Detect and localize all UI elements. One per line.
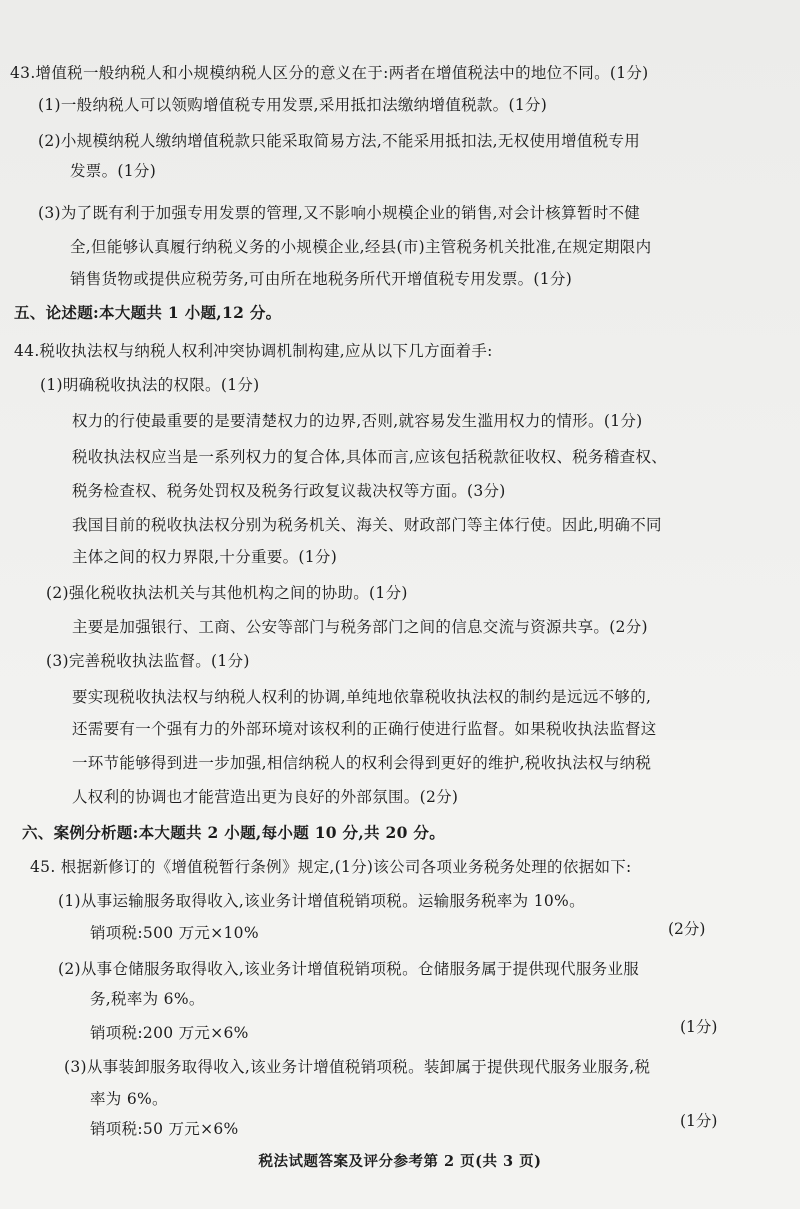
q44-point-1-para-2-line-2: 税务检查权、税务处罚权及税务行政复议裁决权等方面。(3分) — [72, 482, 506, 500]
q44-title: 44.税收执法权与纳税人权利冲突协调机制构建,应从以下几方面着手: — [14, 342, 493, 360]
q44-point-3: (3)完善税收执法监督。(1分) — [46, 652, 250, 670]
q44-point-2: (2)强化税收执法机关与其他机构之间的协助。(1分) — [46, 584, 408, 602]
q44-point-1: (1)明确税收执法的权限。(1分) — [40, 376, 260, 394]
q45-item-3-line-1: (3)从事装卸服务取得收入,该业务计增值税销项税。装卸属于提供现代服务业服务,税 — [64, 1058, 651, 1076]
q44-point-2-para: 主要是加强银行、工商、公安等部门与税务部门之间的信息交流与资源共享。(2分) — [72, 618, 648, 636]
q43-title: 43.增值税一般纳税人和小规模纳税人区分的意义在于:两者在增值税法中的地位不同。(1分) — [10, 64, 649, 82]
q44-point-1-para-3-line-1: 我国目前的税收执法权分别为税务机关、海关、财政部门等主体行使。因此,明确不同 — [72, 516, 662, 534]
q44-point-3-line-1: 要实现税收执法权与纳税人权利的协调,单纯地依靠税收执法权的制约是远远不够的, — [72, 688, 652, 706]
q45-item-1-calc: 销项税:500 万元×10% — [90, 924, 259, 942]
q43-point-1: (1)一般纳税人可以领购增值税专用发票,采用抵扣法缴纳增值税款。(1分) — [38, 96, 548, 114]
q45-item-2-score: (1分) — [680, 1018, 718, 1036]
q43-point-3-line-1: (3)为了既有利于加强专用发票的管理,又不影响小规模企业的销售,对会计核算暂时不健 — [38, 204, 641, 222]
q44-point-1-para-3-line-2: 主体之间的权力界限,十分重要。(1分) — [72, 548, 338, 566]
q43-point-3-line-3: 销售货物或提供应税劳务,可由所在地税务所代开增值税专用发票。(1分) — [70, 270, 573, 288]
q43-point-3-line-2: 全,但能够认真履行纳税义务的小规模企业,经县(市)主管税务机关批准,在规定期限内 — [70, 238, 652, 256]
q45-item-3-calc: 销项税:50 万元×6% — [90, 1120, 239, 1138]
q45-item-1-score: (2分) — [668, 920, 706, 938]
q44-point-1-para-2-line-1: 税收执法权应当是一系列权力的复合体,具体而言,应该包括税款征收权、税务稽查权、 — [72, 448, 668, 466]
section-5-heading: 五、论述题:本大题共 1 小题,12 分。 — [14, 303, 282, 322]
q45-item-2-line-2: 务,税率为 6%。 — [90, 990, 205, 1008]
q43-point-2-line-1: (2)小规模纳税人缴纳增值税款只能采取简易方法,不能采用抵扣法,无权使用增值税专用 — [38, 132, 641, 150]
q44-point-3-line-3: 一环节能够得到进一步加强,相信纳税人的权利会得到更好的维护,税收执法权与纳税 — [72, 754, 652, 772]
q45-item-2-line-1: (2)从事仓储服务取得收入,该业务计增值税销项税。仓储服务属于提供现代服务业服 — [58, 960, 640, 978]
q45-item-3-score: (1分) — [680, 1112, 718, 1130]
q43-point-2-line-2: 发票。(1分) — [70, 162, 157, 180]
q45-item-2-calc: 销项税:200 万元×6% — [90, 1024, 249, 1042]
q44-point-3-line-4: 人权利的协调也才能营造出更为良好的外部氛围。(2分) — [72, 788, 459, 806]
q45-item-3-line-2: 率为 6%。 — [90, 1090, 168, 1108]
page-footer: 税法试题答案及评分参考第 2 页(共 3 页) — [258, 1153, 542, 1170]
q44-point-3-line-2: 还需要有一个强有力的外部环境对该权利的正确行使进行监督。如果税收执法监督这 — [72, 720, 657, 738]
q45-item-1: (1)从事运输服务取得收入,该业务计增值税销项税。运输服务税率为 10%。 — [58, 892, 585, 910]
q45-title: 45. 根据新修订的《增值税暂行条例》规定,(1分)该公司各项业务税务处理的依据如下: — [30, 858, 632, 876]
section-6-heading: 六、案例分析题:本大题共 2 小题,每小题 10 分,共 20 分。 — [22, 823, 446, 842]
q44-point-1-para-1: 权力的行使最重要的是要清楚权力的边界,否则,就容易发生滥用权力的情形。(1分) — [72, 412, 643, 430]
